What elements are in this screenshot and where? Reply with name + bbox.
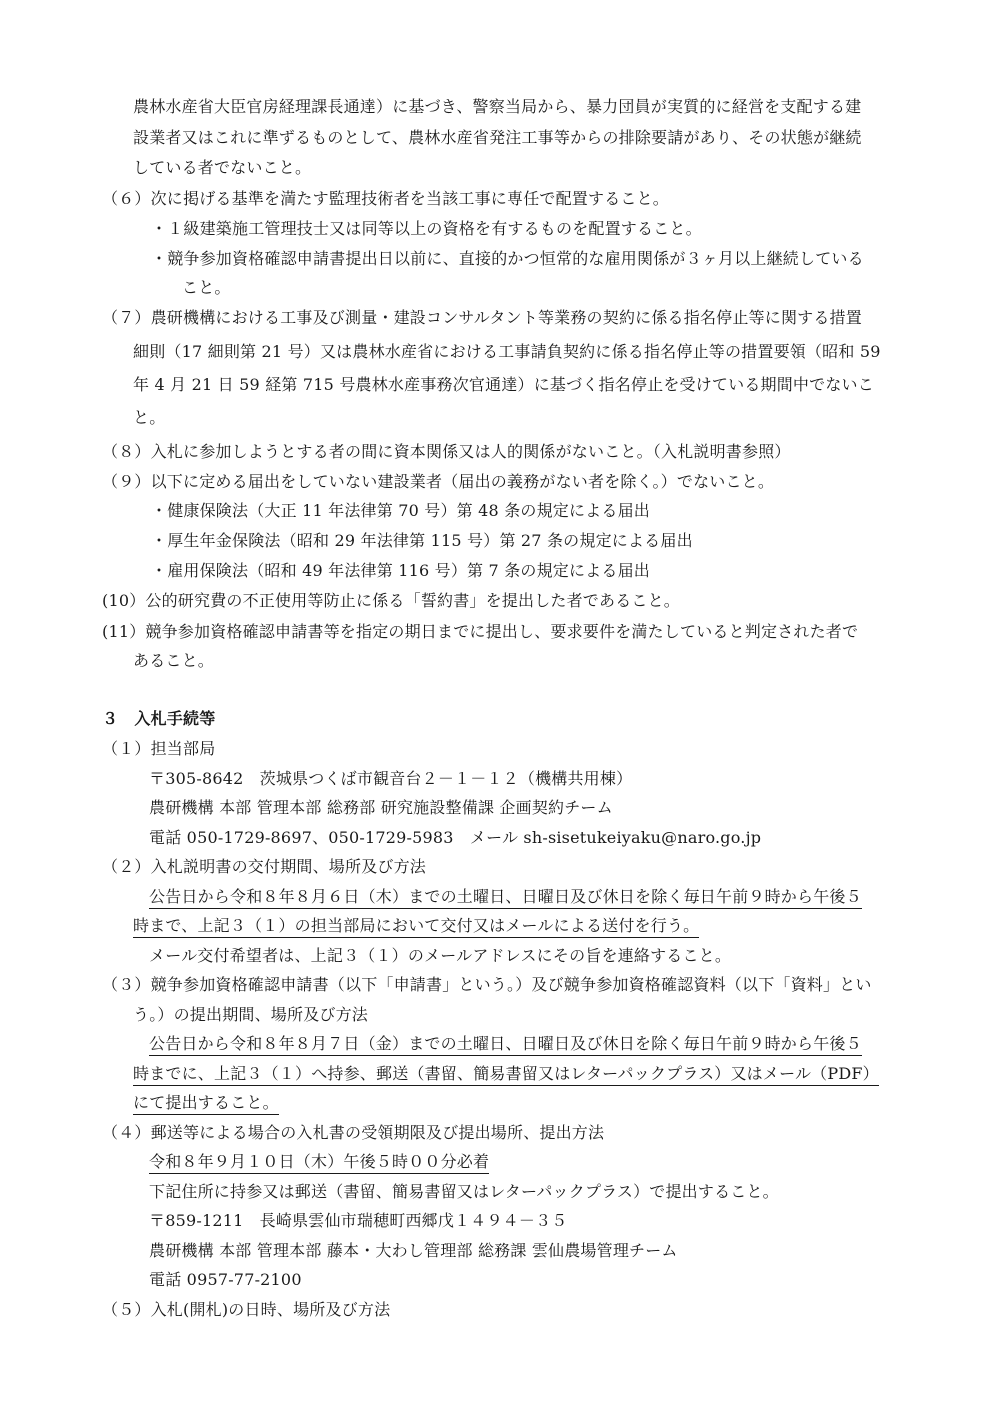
text-line: と。 bbox=[133, 408, 166, 427]
address-line: 〒305-8642 茨城県つくば市観音台２－１－１２（機構共用棟） bbox=[149, 769, 633, 788]
text-line: あること。 bbox=[133, 651, 215, 670]
section-3-heading: ３ 入札手続等 bbox=[102, 709, 216, 728]
address-line: 〒859-1211 長崎県雲仙市瑞穂町西郷戊１４９４－３５ bbox=[149, 1211, 568, 1230]
underlined-line: にて提出すること。 bbox=[133, 1092, 279, 1114]
item-6-heading: （６）次に掲げる基準を満たす監理技術者を当該工事に専任で配置すること。 bbox=[102, 189, 670, 208]
item-8-heading: （８）入札に参加しようとする者の間に資本関係又は人的関係がないこと。（入札説明書参照） bbox=[102, 442, 791, 461]
text-line: 設業者又はこれに準ずるものとして、農林水産省発注工事等からの排除要請があり、その状態が継続 bbox=[133, 128, 862, 147]
text-line: メール交付希望者は、上記３（１）のメールアドレスにその旨を連絡すること。 bbox=[149, 946, 732, 965]
item-1-heading: （１）担当部局 bbox=[102, 739, 216, 758]
underlined-line: 時までに、上記３（１）へ持参、郵送（書留、簡易書留又はレターパックプラス）又はメール（PDF） bbox=[133, 1063, 879, 1085]
text-line: 農林水産省大臣官房経理課長通達）に基づき、警察当局から、暴力団員が実質的に経営を支配する建 bbox=[133, 97, 862, 116]
item-9-heading: （９）以下に定める届出をしていない建設業者（届出の義務がない者を除く。）でないこと。 bbox=[102, 472, 775, 491]
bullet-line: ・競争参加資格確認申請書提出日以前に、直接的かつ恒常的な雇用関係が３ヶ月以上継続している bbox=[151, 249, 864, 268]
item-5-heading: （５）入札(開札)の日時、場所及び方法 bbox=[102, 1300, 391, 1319]
text-line: 細則（17 細則第 21 号）又は農林水産省における工事請負契約に係る指名停止等の措置要領（昭和 59 bbox=[133, 342, 881, 361]
item-11-heading: (11）競争参加資格確認申請書等を指定の期日までに提出し、要求要件を満たしていると判定された者で bbox=[102, 622, 859, 641]
underlined-line: 公告日から令和８年８月７日（金）までの土曜日、日曜日及び休日を除く毎日午前９時から午後５ bbox=[149, 1033, 862, 1055]
text-line: している者でないこと。 bbox=[133, 158, 312, 177]
text-line: 下記住所に持参又は郵送（書留、簡易書留又はレターパックプラス）で提出すること。 bbox=[149, 1182, 779, 1201]
contact-line: 電話 0957-77-2100 bbox=[149, 1270, 302, 1289]
item-2-heading: （２）入札説明書の交付期間、場所及び方法 bbox=[102, 857, 427, 876]
text-line: こと。 bbox=[182, 278, 231, 297]
department-line: 農研機構 本部 管理本部 総務部 研究施設整備課 企画契約チーム bbox=[149, 798, 613, 817]
text-line: う。）の提出期間、場所及び方法 bbox=[133, 1005, 369, 1024]
underlined-line: 令和８年９月１０日（木）午後５時００分必着 bbox=[149, 1151, 489, 1173]
department-line: 農研機構 本部 管理本部 藤本・大わし管理部 総務課 雲仙農場管理チーム bbox=[149, 1241, 678, 1260]
bullet-line: ・健康保険法（大正 11 年法律第 70 号）第 48 条の規定による届出 bbox=[151, 501, 650, 520]
underlined-line: 公告日から令和８年８月６日（木）までの土曜日、日曜日及び休日を除く毎日午前９時から午後５ bbox=[149, 886, 862, 908]
contact-line: 電話 050-1729-8697、050-1729-5983 メール sh-sisetukeiyaku@naro.go.jp bbox=[149, 828, 762, 847]
item-3-heading: （３）競争参加資格確認申請書（以下「申請書」という。）及び競争参加資格確認資料（以下「資料」とい bbox=[102, 975, 872, 994]
bullet-line: ・１級建築施工管理技士又は同等以上の資格を有するものを配置すること。 bbox=[151, 219, 702, 238]
bullet-line: ・厚生年金保険法（昭和 29 年法律第 115 号）第 27 条の規定による届出 bbox=[151, 531, 693, 550]
text-line: 年 4 月 21 日 59 経第 715 号農林水産事務次官通達）に基づく指名停止を受けている期間中でないこ bbox=[133, 375, 874, 394]
underlined-line: 時まで、上記３（１）の担当部局において交付又はメールによる送付を行う。 bbox=[133, 915, 699, 937]
bullet-line: ・雇用保険法（昭和 49 年法律第 116 号）第 7 条の規定による届出 bbox=[151, 561, 650, 580]
item-7-heading: （７）農研機構における工事及び測量・建設コンサルタント等業務の契約に係る指名停止等に関する措置 bbox=[102, 308, 862, 327]
item-10-heading: (10）公的研究費の不正使用等防止に係る「誓約書」を提出した者であること。 bbox=[102, 591, 681, 610]
item-4-heading: （４）郵送等による場合の入札書の受領期限及び提出場所、提出方法 bbox=[102, 1123, 605, 1142]
